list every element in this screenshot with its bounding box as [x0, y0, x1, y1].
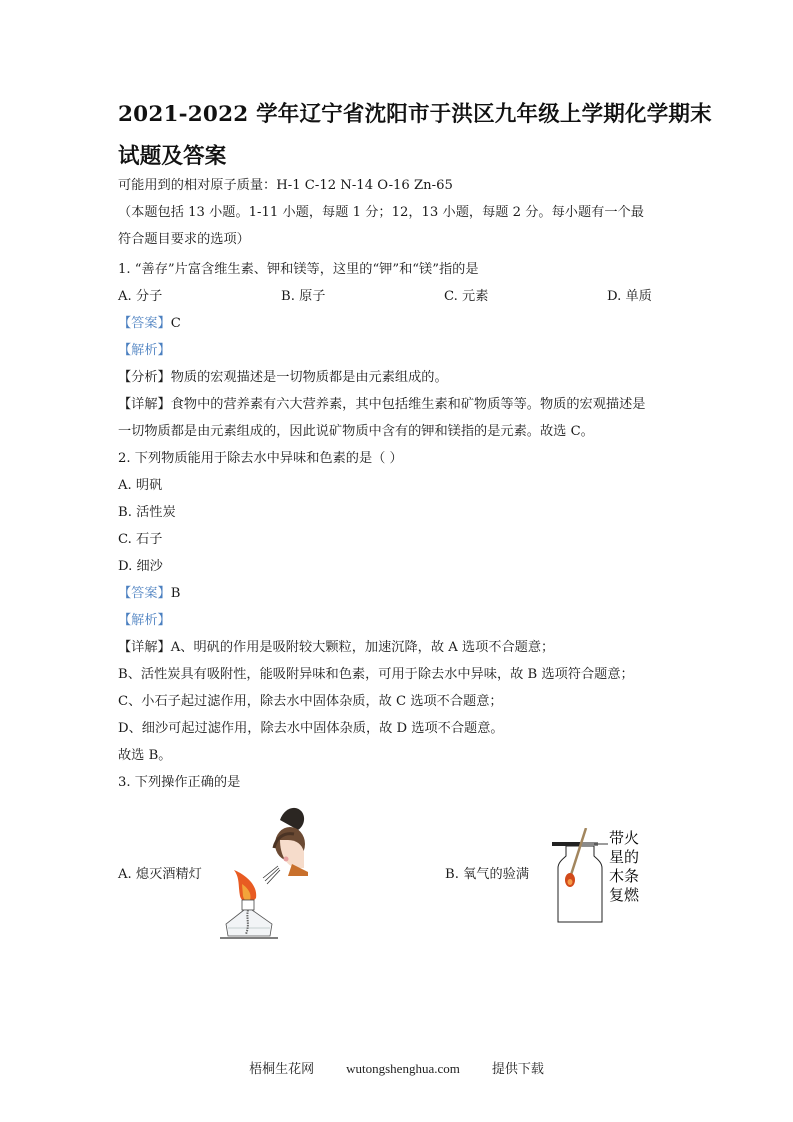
question-2-option-a: A. 明矾 [118, 478, 163, 493]
question-1-analysis-line: 【详解】食物中的营养素有六大营养素，其中包括维生素和矿物质等等。物质的宏观描述是 [118, 397, 646, 412]
answer-label: 【答案】 [118, 586, 171, 601]
answer-value: C [170, 316, 181, 331]
question-1-option-c: C. 元素 [444, 289, 489, 304]
page-footer [0, 1058, 793, 1077]
question-2-analysis-line: 【详解】A、明矾的作用是吸附较大颗粒，加速沉降，故 A 选项不合题意； [118, 640, 555, 655]
question-1-analysis-line: 【分析】物质的宏观描述是一切物质都是由元素组成的。 [118, 370, 448, 385]
question-2-option-d: D. 细沙 [118, 559, 163, 574]
atomic-masses: 可能用到的相对原子质量：H-1 C-12 N-14 O-16 Zn-65 [118, 178, 453, 193]
question-2-analysis-line: C、小石子起过滤作用，除去水中固体杂质，故 C 选项不合题意； [118, 694, 503, 709]
question-2-stem: 2. 下列物质能用于除去水中异味和色素的是（ ） [118, 451, 403, 466]
document-title-line2: 试题及答案 [118, 144, 227, 169]
instructions-line1: （本题包括 13 小题。1-11 小题，每题 1 分；12，13 小题，每题 2 分。每小题有一个最 [118, 205, 644, 220]
question-1-analysis-label: 【解析】 [118, 343, 171, 358]
answer-label: 【答案】 [118, 316, 171, 331]
question-2-analysis-line: B、活性炭具有吸附性，能吸附异味和色素，可用于除去水中异味，故 B 选项符合题意； [118, 667, 634, 682]
footer-url[interactable]: wutongshenghua.com [346, 1061, 460, 1076]
question-1-answer [118, 315, 181, 333]
question-2-analysis-line: D、细沙可起过滤作用，除去水中固体杂质，故 D 选项不合题意。 [118, 721, 504, 736]
analysis-sub-label: 【分析】 [118, 370, 171, 385]
question-1-option-d: D. 单质 [607, 289, 652, 304]
footer-suffix: 提供下载 [491, 1061, 544, 1076]
question-2-answer [118, 585, 180, 603]
footer-site-name: 梧桐生花网 [249, 1061, 315, 1076]
question-3-stem: 3. 下列操作正确的是 [118, 775, 241, 790]
alcohol-lamp-illustration [218, 804, 318, 944]
instructions-line2: 符合题目要求的选项） [118, 232, 250, 247]
question-3-option-b: B. 氧气的验满 [445, 867, 530, 882]
analysis-sub-label: 【详解】 [118, 397, 171, 412]
question-1-stem: 1. “善存”片富含维生素、钾和镁等，这里的“钾”和“镁”指的是 [118, 262, 479, 277]
question-2-option-b: B. 活性炭 [118, 505, 176, 520]
answer-value: B [170, 586, 181, 601]
question-2-option-c: C. 石子 [118, 532, 163, 547]
question-1-option-b: B. 原子 [281, 289, 326, 304]
document-title-line1: 2021-2022 学年辽宁省沈阳市于洪区九年级上学期化学期末 [118, 102, 712, 127]
question-3-option-a: A. 熄灭酒精灯 [118, 867, 202, 882]
figure-b-caption: 带火 星的 木条 复燃 [609, 829, 640, 904]
question-1-analysis-line: 一切物质都是由元素组成的，因此说矿物质中含有的钾和镁指的是元素。故选 C。 [118, 424, 594, 439]
question-2-conclusion: 故选 B。 [118, 748, 172, 763]
oxygen-bottle-illustration [550, 828, 610, 924]
analysis-sub-label: 【详解】 [118, 640, 171, 655]
question-1-option-a: A. 分子 [118, 289, 163, 304]
question-2-analysis-label: 【解析】 [118, 613, 171, 628]
